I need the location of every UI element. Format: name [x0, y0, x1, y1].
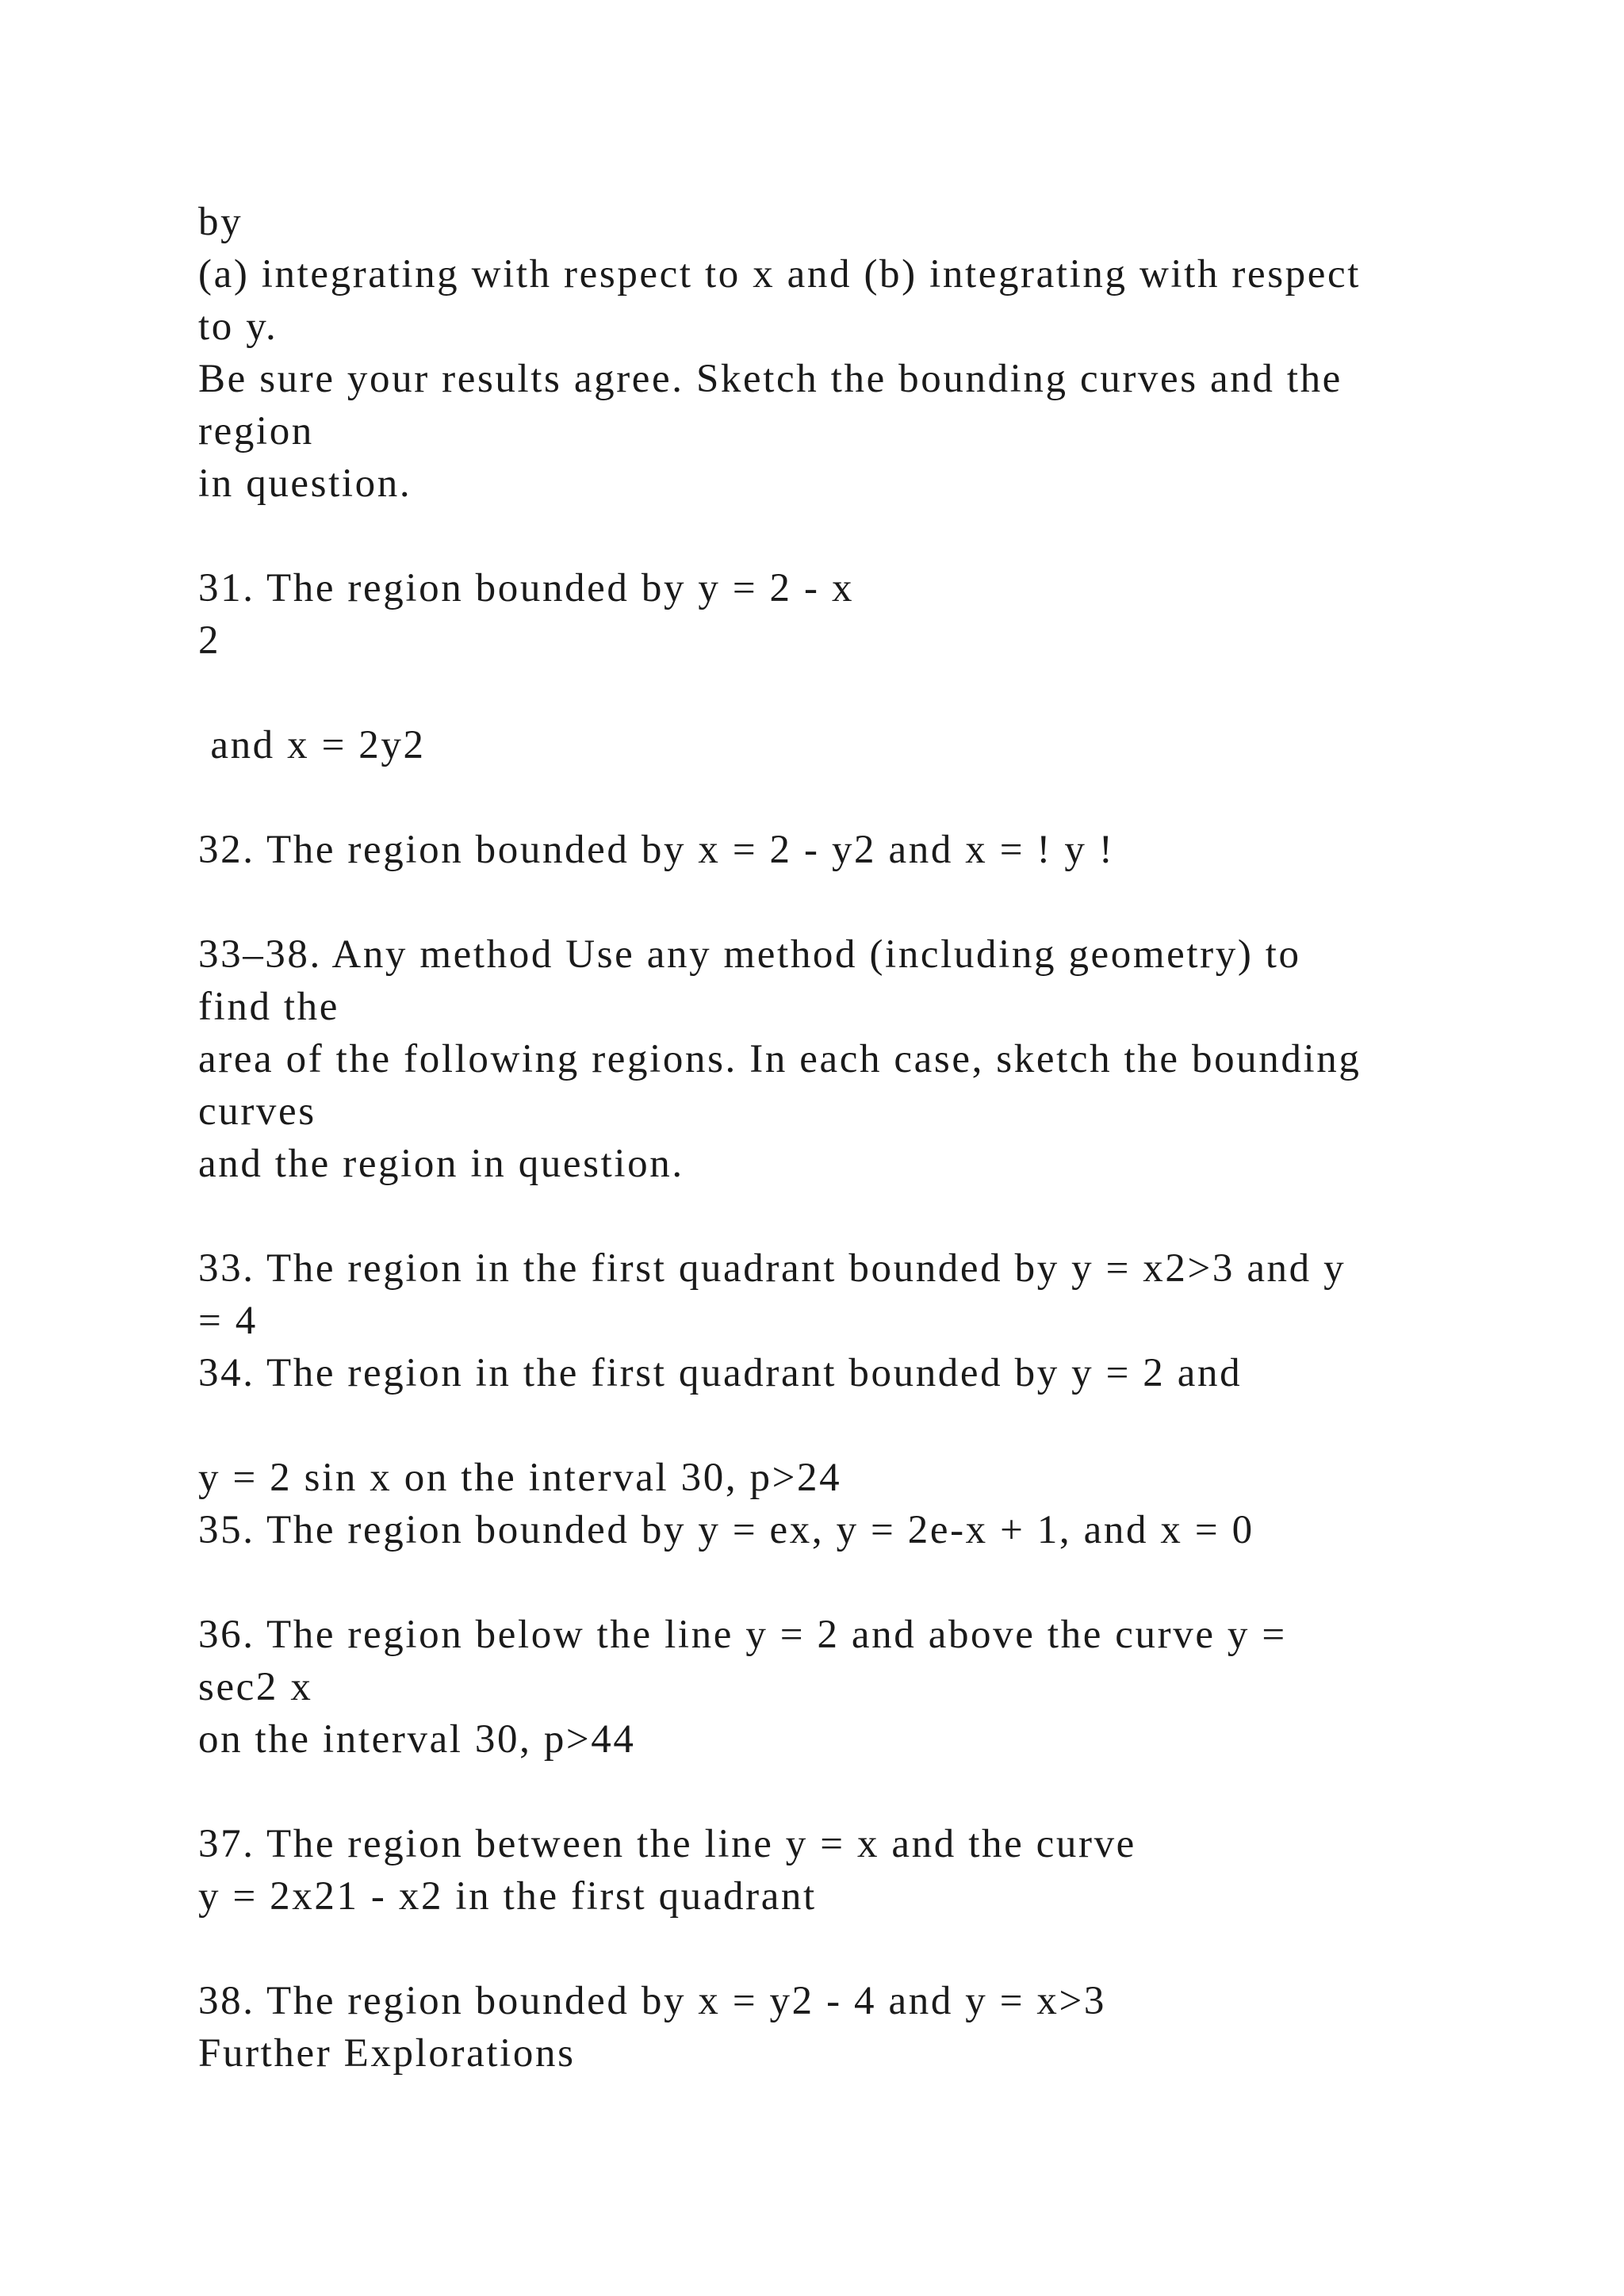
problem-35: 35. The region bounded by y = ex, y = 2e-x + 1, and x = 0 — [198, 1508, 1254, 1552]
text-line-find-the: find the — [198, 985, 340, 1029]
section-heading-further-explorations: Further Explorations — [198, 2031, 576, 2076]
problem-34-continuation: y = 2 sin x on the interval 30, p>24 — [198, 1456, 842, 1500]
text-line-be-sure: Be sure your results agree. Sketch the bounding curves and the — [198, 357, 1342, 401]
problem-31-exponent: 2 — [198, 618, 221, 663]
text-line-region: region — [198, 409, 314, 453]
text-line-by: by — [198, 200, 243, 244]
problem-38: 38. The region bounded by x = y2 - 4 and y = x>3 — [198, 1979, 1106, 2023]
text-line-and-region: and the region in question. — [198, 1142, 684, 1186]
problem-36-sec: sec2 x — [198, 1665, 313, 1709]
text-line-area: area of the following regions. In each case, sketch the bounding — [198, 1037, 1362, 1081]
problem-33-continuation: = 4 — [198, 1299, 258, 1343]
text-line-curves: curves — [198, 1089, 316, 1134]
problem-37: 37. The region between the line y = x and the curve — [198, 1822, 1136, 1866]
problem-33: 33. The region in the first quadrant bounded by y = x2>3 and y — [198, 1246, 1346, 1291]
text-line-to-y: to y. — [198, 304, 278, 349]
problem-31: 31. The region bounded by y = 2 - x — [198, 566, 855, 610]
problem-31-continuation: and x = 2y2 — [198, 723, 426, 767]
problem-36-interval: on the interval 30, p>44 — [198, 1717, 636, 1762]
section-heading-33-38: 33–38. Any method Use any method (including geometry) to — [198, 932, 1301, 977]
problem-36: 36. The region below the line y = 2 and above the curve y = — [198, 1613, 1287, 1657]
text-line-instruction-ab: (a) integrating with respect to x and (b) integrating with respect — [198, 252, 1361, 297]
problem-34: 34. The region in the first quadrant bounded by y = 2 and — [198, 1351, 1243, 1395]
problem-32: 32. The region bounded by x = 2 - y2 and x = ! y ! — [198, 828, 1115, 872]
text-line-in-question: in question. — [198, 461, 412, 506]
problem-37-continuation: y = 2x21 - x2 in the first quadrant — [198, 1874, 817, 1919]
